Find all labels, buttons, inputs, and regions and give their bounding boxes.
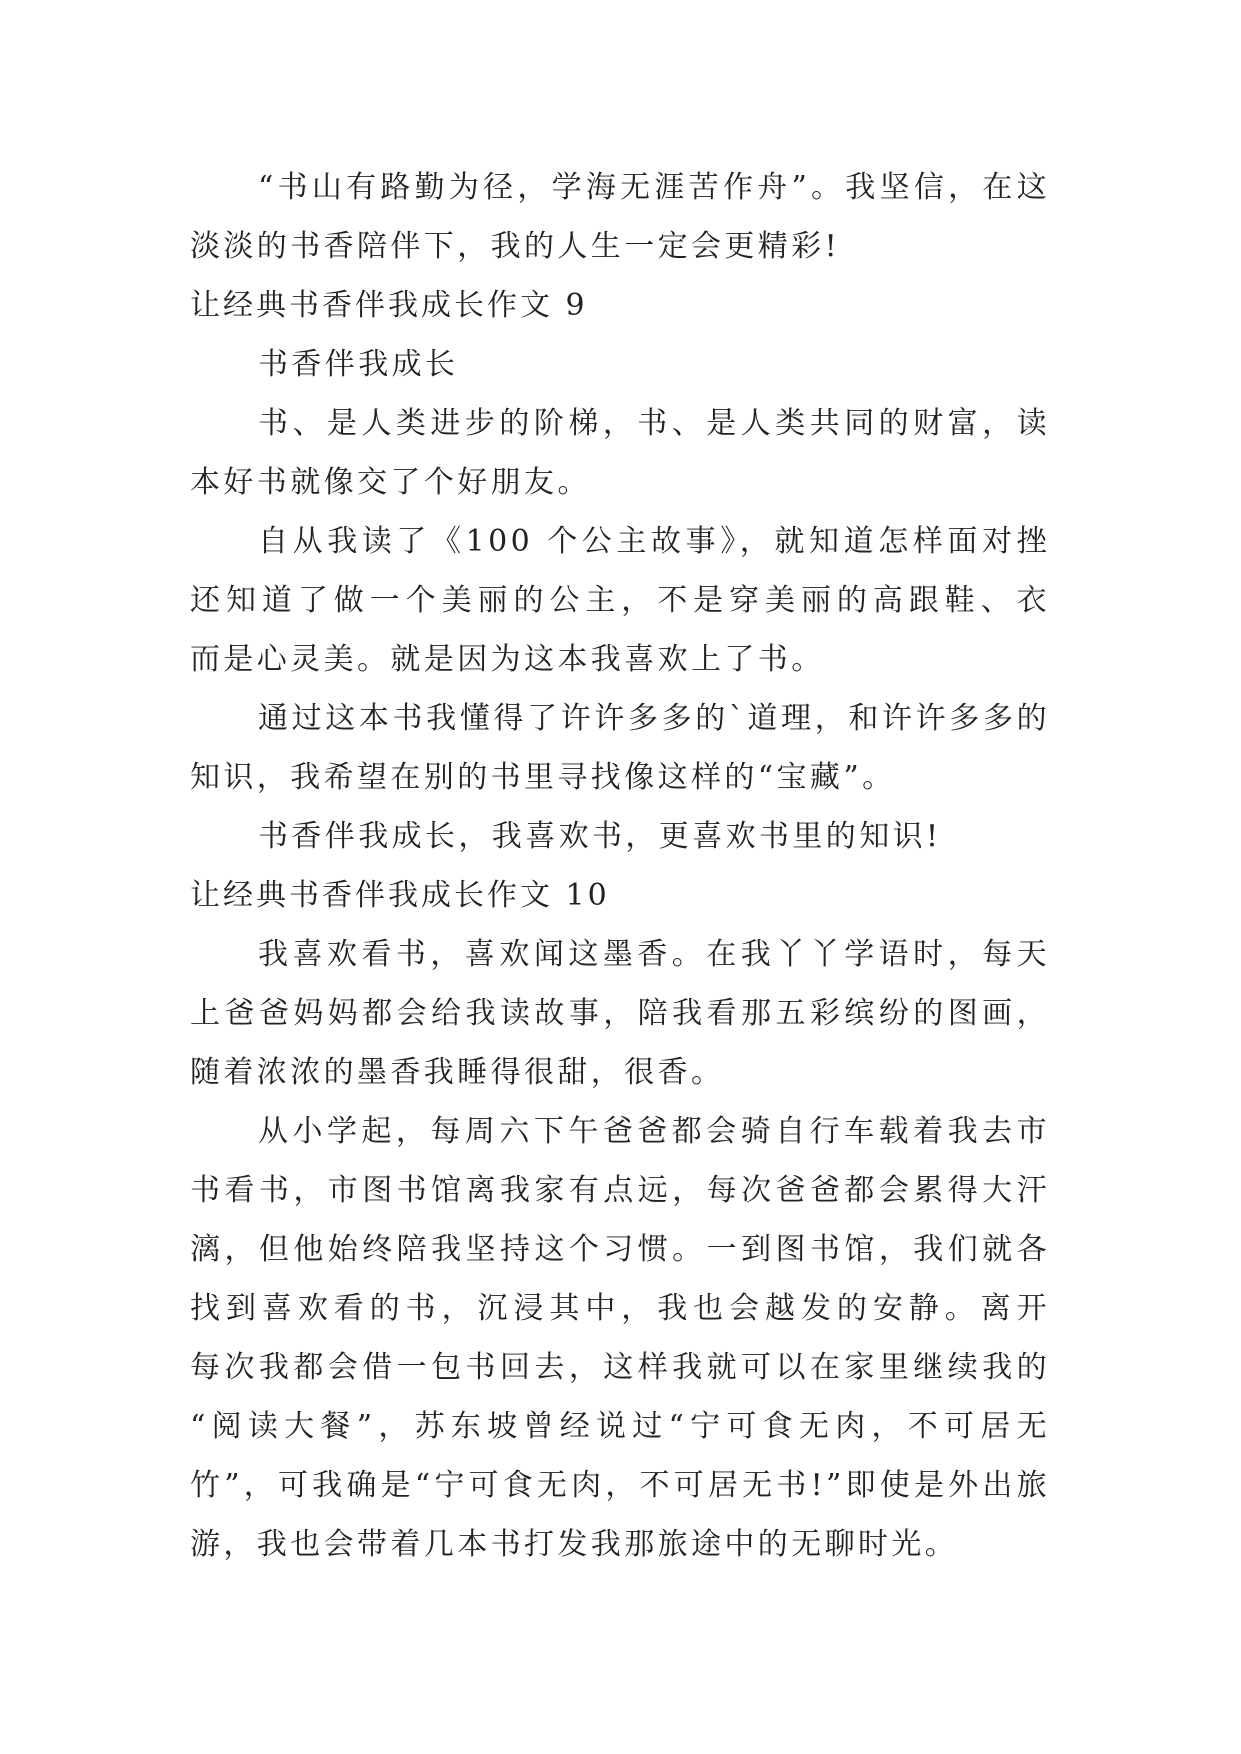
text-line: 自从我读了《100 个公主故事》，就知道怎样面对挫 (258, 524, 1050, 559)
section-heading: 让经典书香伴我成长作文 10 (190, 878, 610, 913)
text-line: 上爸爸妈妈都会给我读故事，陪我看那五彩缤纷的图画， (190, 996, 1050, 1031)
text-line: 找到喜欢看的书，沉浸其中，我也会越发的安静。离开 (190, 1291, 1050, 1326)
text-line: 随着浓浓的墨香我睡得很甜，很香。 (190, 1055, 725, 1090)
text-line: 我喜欢看书，喜欢闻这墨香。在我丫丫学语时，每天 (258, 937, 1050, 972)
text-line: “书山有路勤为径，学海无涯苦作舟”。我坚信，在这 (258, 170, 1050, 205)
article-body (190, 158, 1050, 1574)
section-heading: 让经典书香伴我成长作文 9 (190, 288, 588, 323)
text-line: “阅读大餐”，苏东坡曾经说过“宁可食无肉，不可居无 (190, 1409, 1050, 1444)
text-line: 通过这本书我懂得了许许多多的`道理，和许许多多的 (258, 701, 1050, 736)
text-line: 而是心灵美。就是因为这本我喜欢上了书。 (190, 642, 825, 677)
text-line: 书、是人类进步的阶梯，书、是人类共同的财富，读 (258, 406, 1050, 441)
text-line: 竹”，可我确是“宁可食无肉，不可居无书!”即使是外出旅 (190, 1468, 1050, 1503)
text-line: 淡淡的书香陪伴下，我的人生一定会更精彩! (190, 229, 841, 264)
text-line: 本好书就像交了个好朋友。 (190, 465, 591, 500)
text-line: 书看书，市图书馆离我家有点远，每次爸爸都会累得大汗 (190, 1173, 1050, 1208)
text-line: 还知道了做一个美丽的公主，不是穿美丽的高跟鞋、衣 (190, 583, 1050, 618)
text-line: 从小学起，每周六下午爸爸都会骑自行车载着我去市 (258, 1114, 1050, 1149)
text-line: 书香伴我成长，我喜欢书，更喜欢书里的知识! (258, 819, 942, 854)
text-line: 书香伴我成长 (258, 347, 459, 382)
text-line: 知识，我希望在别的书里寻找像这样的“宝藏”。 (190, 760, 896, 795)
text-line: 每次我都会借一包书回去，这样我就可以在家里继续我的 (190, 1350, 1050, 1385)
text-line: 漓，但他始终陪我坚持这个习惯。一到图书馆，我们就各 (190, 1232, 1050, 1267)
text-line: 游，我也会带着几本书打发我那旅途中的无聊时光。 (190, 1527, 959, 1562)
